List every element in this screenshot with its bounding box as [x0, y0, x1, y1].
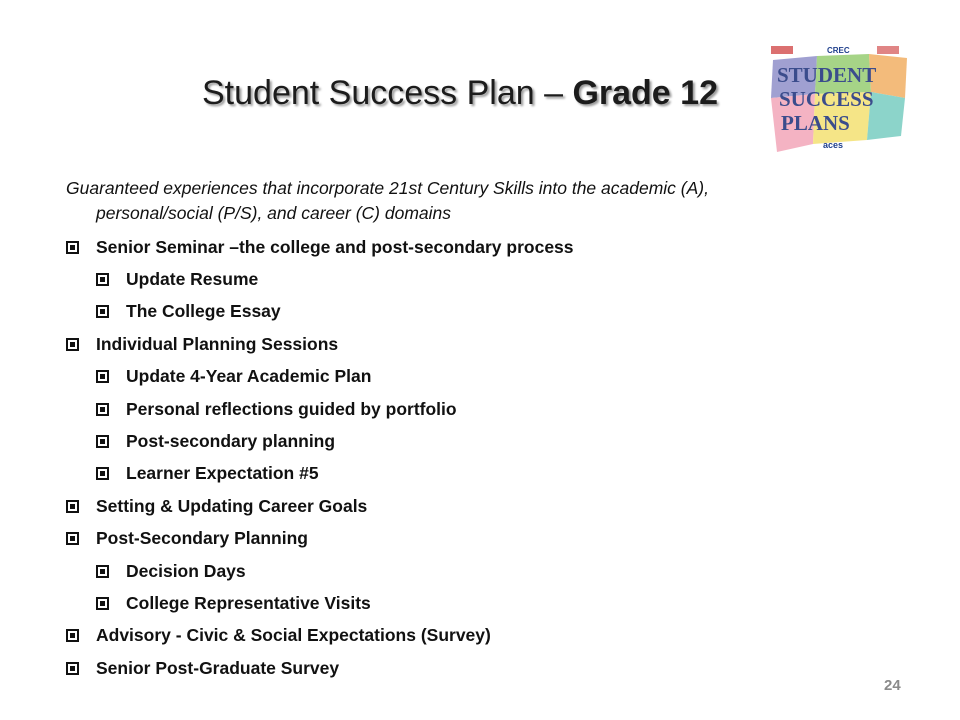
- square-bullet-icon: [66, 532, 79, 545]
- bullet-label: Decision Days: [126, 560, 246, 581]
- intro-line-2: personal/social (P/S), and career (C) domains: [96, 203, 452, 223]
- logo-org-label: CREC: [827, 46, 850, 55]
- square-bullet-icon: [96, 435, 109, 448]
- square-bullet-icon: [66, 338, 79, 351]
- square-bullet-icon: [96, 370, 109, 383]
- bullet-label: The College Essay: [126, 301, 281, 322]
- bullet-label: Post-Secondary Planning: [96, 528, 308, 549]
- square-bullet-icon: [96, 565, 109, 578]
- sub-bullet-item: [96, 266, 258, 292]
- intro-line-1: Guaranteed experiences that incorporate 21st Century Skills into the academic (A),: [66, 178, 709, 198]
- bullet-item: [66, 526, 308, 552]
- page-number: 24: [884, 677, 901, 694]
- bullet-label: Senior Seminar –the college and post-secondary process: [96, 236, 574, 257]
- bullet-label: College Representative Visits: [126, 592, 371, 613]
- bullet-label: Advisory - Civic & Social Expectations (Survey): [96, 625, 491, 646]
- logo-badge-left: [771, 46, 793, 54]
- bullet-label: Personal reflections guided by portfolio: [126, 398, 457, 419]
- sub-bullet-item: [96, 461, 319, 487]
- logo-badge-right: [877, 46, 899, 54]
- square-bullet-icon: [66, 662, 79, 675]
- logo-line1: STUDENT: [777, 63, 877, 87]
- square-bullet-icon: [66, 629, 79, 642]
- slide-title: [150, 74, 770, 113]
- square-bullet-icon: [96, 403, 109, 416]
- sub-bullet-item: [96, 558, 246, 584]
- title-main: Student Success Plan –: [202, 74, 573, 112]
- title-grade: Grade 12: [572, 74, 718, 112]
- bullet-label: Senior Post-Graduate Survey: [96, 657, 340, 678]
- sub-bullet-item: [96, 364, 371, 390]
- square-bullet-icon: [96, 597, 109, 610]
- sub-bullet-item: [96, 299, 281, 325]
- sub-bullet-item: [96, 428, 335, 454]
- square-bullet-icon: [96, 467, 109, 480]
- bullet-item: [66, 493, 367, 519]
- bullet-label: Update Resume: [126, 268, 259, 289]
- square-bullet-icon: [66, 500, 79, 513]
- logo-org-label2: aces: [823, 140, 844, 150]
- bullet-label: Setting & Updating Career Goals: [96, 495, 368, 516]
- sub-bullet-item: [96, 590, 371, 616]
- square-bullet-icon: [96, 273, 109, 286]
- logo-line3: PLANS: [781, 111, 850, 135]
- bullet-item: [66, 623, 491, 649]
- bullet-label: Individual Planning Sessions: [96, 333, 339, 354]
- intro-text: [66, 176, 906, 226]
- bullet-label: Learner Expectation #5: [126, 463, 319, 484]
- student-success-plans-logo: [765, 40, 915, 160]
- bullet-label: Update 4-Year Academic Plan: [126, 366, 372, 387]
- bullet-label: Post-secondary planning: [126, 430, 336, 451]
- sub-bullet-item: [96, 396, 457, 422]
- square-bullet-icon: [66, 241, 79, 254]
- logo-line2: SUCCESS: [779, 87, 874, 111]
- square-bullet-icon: [96, 305, 109, 318]
- bullet-item: [66, 655, 339, 681]
- bullet-item: [66, 234, 574, 260]
- bullet-item: [66, 331, 338, 357]
